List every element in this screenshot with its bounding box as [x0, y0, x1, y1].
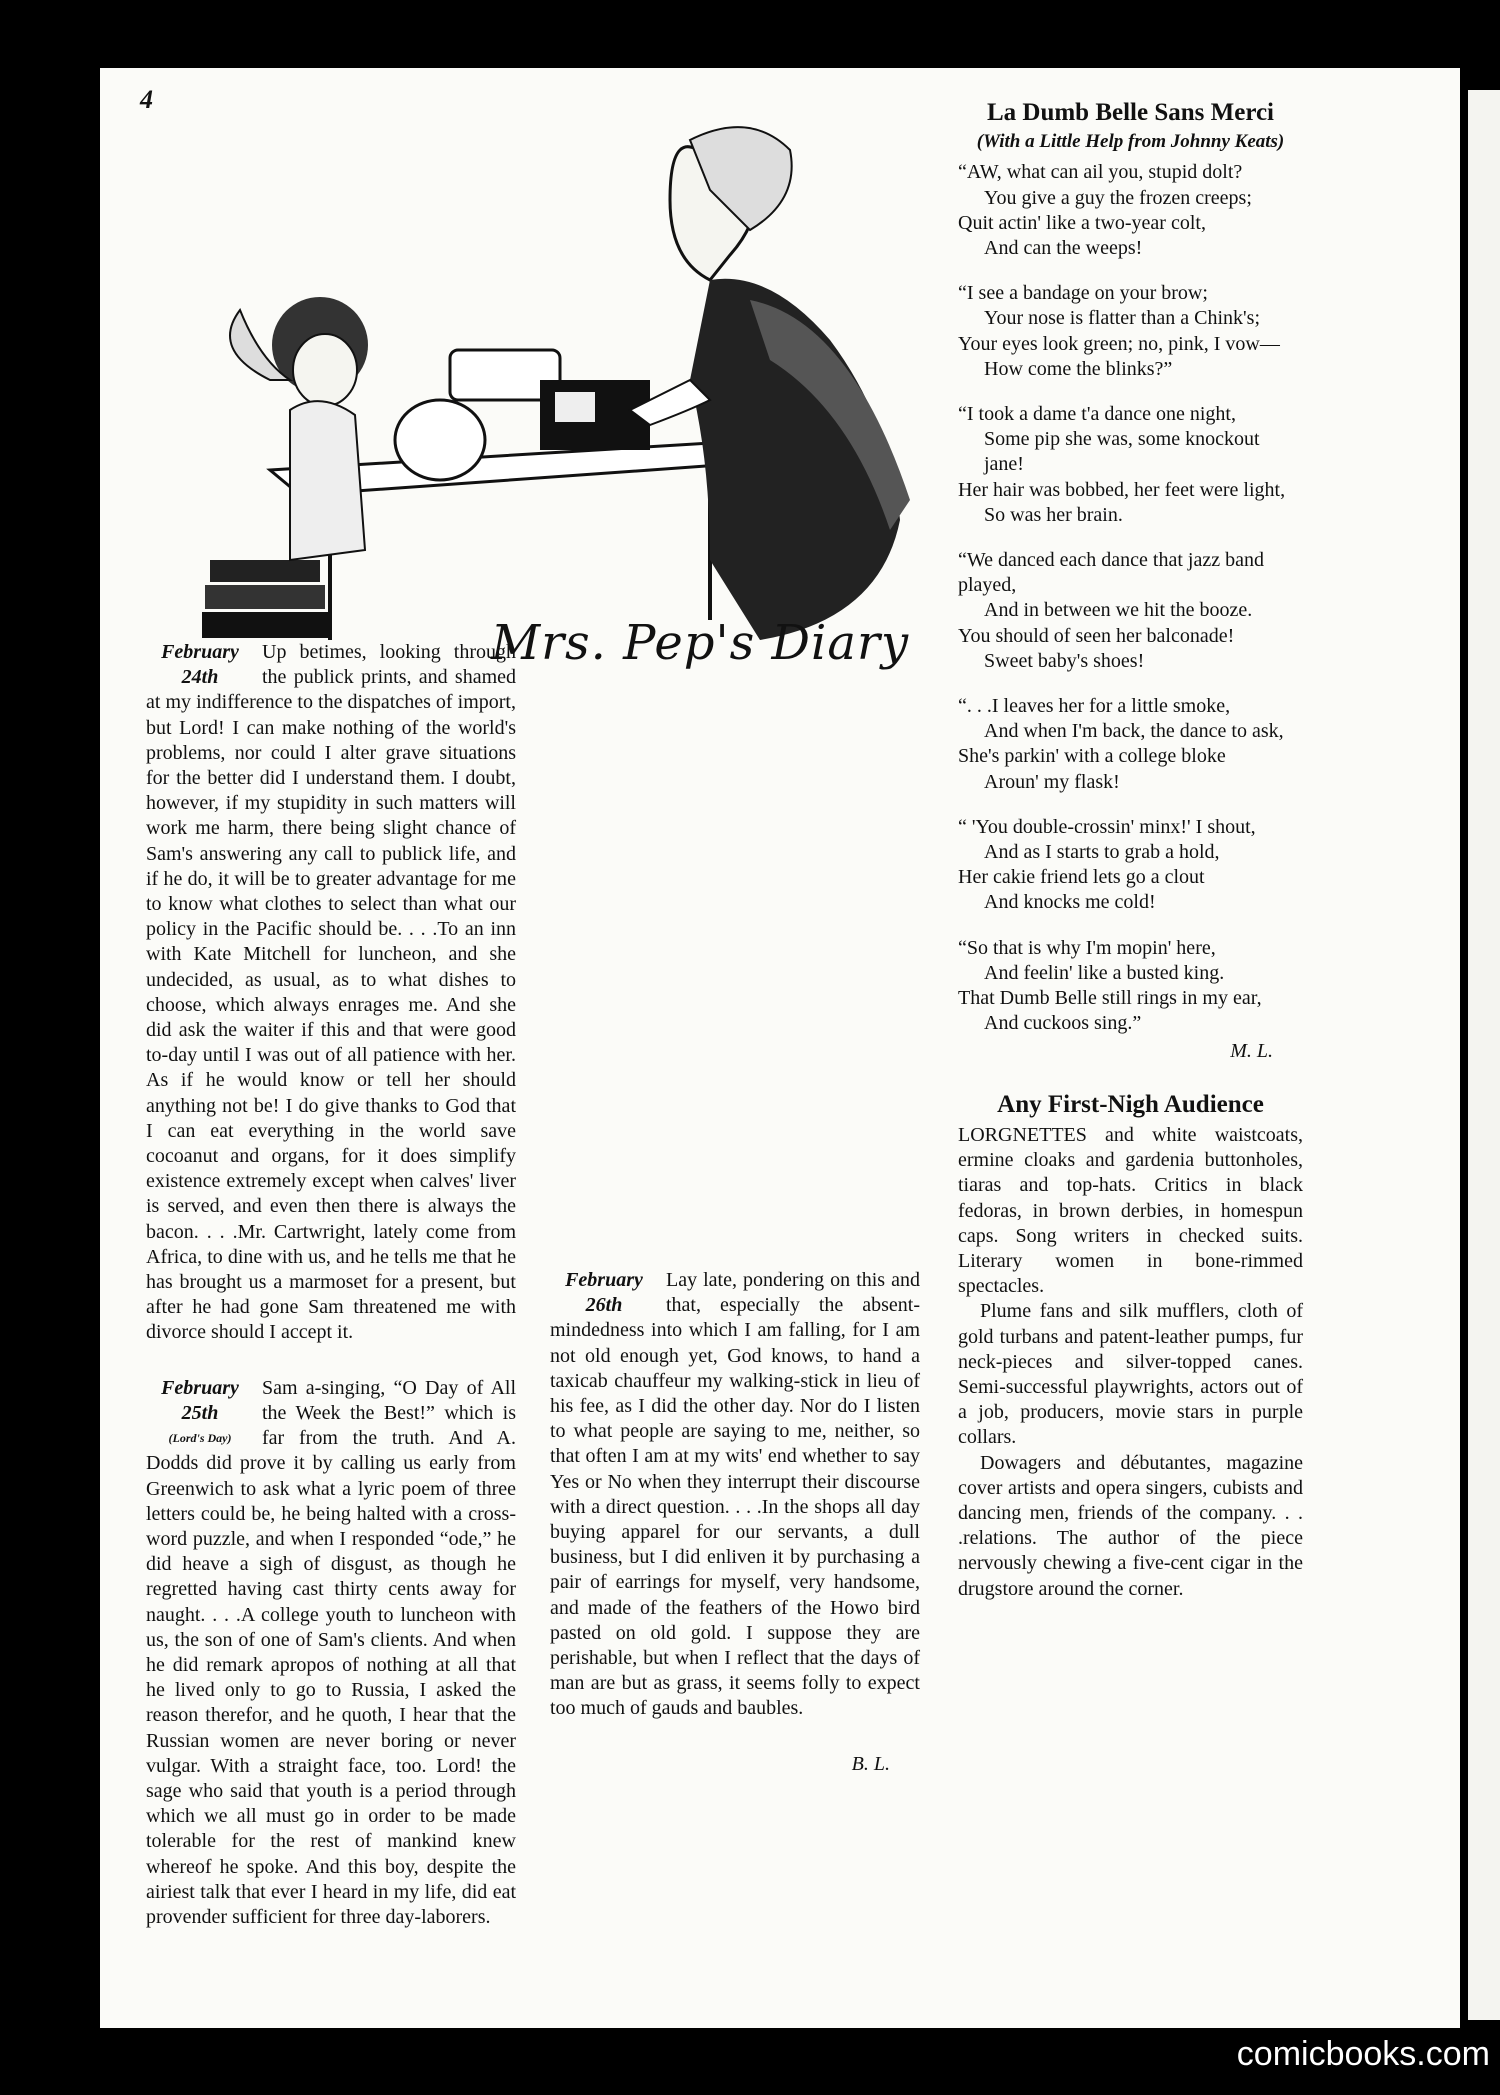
diary-column-2 [550, 640, 920, 1777]
entry-day: 25th [181, 1401, 219, 1424]
poem-line: Quit actin' like a two-year colt, [958, 211, 1206, 234]
poem-stanza [958, 548, 1303, 674]
facing-page-edge [1468, 90, 1500, 2020]
entry-date [550, 1268, 658, 1318]
poem-line: And feelin' like a busted king. [984, 961, 1225, 984]
poem-line: She's parkin' with a college bloke [958, 745, 1226, 768]
entry-date [146, 1376, 254, 1452]
audience-title: Any First-Nigh Audience [997, 1090, 1264, 1118]
poem-signature: M. L. [1230, 1039, 1273, 1062]
entry-date [146, 640, 254, 690]
diary-column-1 [146, 640, 516, 1960]
poem-line: You give a guy the frozen creeps; [984, 186, 1252, 209]
audience-paragraph: Plume fans and silk mufflers, cloth of gold turbans and patent-leather pumps, fur neck-pieces and silver-topped canes. Semi-successful playwrights, actors out of a job, producers, movie stars in purple collars. [958, 1300, 1303, 1449]
poem-line: You should of seen her balconade! [958, 624, 1235, 647]
poem-stanza [958, 694, 1303, 795]
diary-entry-feb-26 [550, 1268, 920, 1722]
poem-stanza [958, 815, 1303, 916]
poem-line: Some pip she was, some knockout jane! [984, 428, 1260, 476]
poem-line: And when I'm back, the dance to ask, [984, 720, 1284, 743]
poem-subtitle: (With a Little Help from Johnny Keats) [976, 131, 1285, 153]
poem-line: So was her brain. [984, 503, 1123, 526]
poem-stanza [958, 402, 1303, 528]
diary-title: Mrs. Pep's Diary [490, 615, 910, 671]
entry-month: February [565, 1269, 643, 1291]
poem-line: And knocks me cold! [984, 891, 1156, 914]
poem-line: And as I starts to grab a hold, [984, 841, 1220, 864]
poem-line: Sweet baby's shoes! [984, 649, 1145, 672]
entry-note: (Lord's Day) [168, 1431, 232, 1446]
entry-text: Lay late, pondering on this and that, especially the absent-mindedness into which I am falling, for I am not old enough yet, God knows, to hand a taxicab chauffeur my walking-stick in lieu of his fee, as I did the other day. Nor do I listen to what people are saying to me, neither, so that often I am at my wits' end whether to say Yes or No when they interrupt their discourse with a direct question. . . .In the shops all day buying apparel for our servants, a dull business, but I did enliven it by purchasing a pair of earrings for myself, very handsome, and made of the feathers of the Howo bird pasted on old gold. I suppose they are perishable, but when I reflect that the days of man are but as grass, it seems folly to expect too much of gauds and baubles. [550, 1269, 920, 1720]
poem-line: “ 'You double-crossin' minx!' I shout, [958, 815, 1256, 838]
diary-entry-feb-24 [146, 640, 516, 1346]
poem-line: “So that is why I'm mopin' here, [958, 936, 1216, 959]
poem-body [958, 160, 1303, 1036]
poem-title: La Dumb Belle Sans Merci [986, 99, 1275, 126]
entry-day: 24th [181, 666, 219, 689]
poem-line: “I see a bandage on your brow; [958, 282, 1208, 305]
poem-line: “AW, what can ail you, stupid dolt? [958, 161, 1243, 184]
entry-month: February [161, 641, 239, 663]
entry-month: February [161, 1376, 239, 1399]
entry-text: Sam a-singing, “O Day of All the Week the Best!” which is far from the truth. And A. Dodds did prove it by calling us early from Greenwich to ask what a lyric poem of three letters could be, he being halted with a cross-word puzzle, and when I responded “ode,” he did heave a sigh of disgust, as though he regretted having cast thirty cents away for naught. . . .A college youth to luncheon with us, the son of one of Sam's clients. And when he did remark apropos of nothing at all that he lived only to go to Russia, I asked the reason therefor, and he quoth, I hear that the Russian women are never boring or never vulgar. With a straight face, too. Lord! the sage who said that youth is a period through which we all must go in order to be made tolerable for the rest of mankind knew whereof he spoke. And this boy, despite the airiest talk that ever I heard in my life, did eat provender sufficient for three day-laborers. [146, 1376, 516, 1928]
poem-line: “We danced each dance that jazz band played, [958, 549, 1264, 597]
poem-line: And can the weeps! [984, 237, 1143, 260]
poem-line: Her cakie friend lets go a clout [958, 866, 1205, 889]
watermark: comicbooks.com [1236, 2035, 1490, 2073]
poem-line: And cuckoos sing.” [984, 1012, 1142, 1035]
entry-day: 26th [585, 1294, 623, 1317]
poem-line: Your nose is flatter than a Chink's; [984, 307, 1260, 330]
entry-text: Up betimes, looking through the publick prints, and shamed at my indifference to the dispatches of import, but Lord! I can make nothing of the world's problems, nor could I alter grave situations for the better did I understand them. I doubt, however, if my stupidity in such matters will work me harm, there being slight chance of Sam's answering any call to publick life, and if he do, it will be to greater advantage for me to know what clothes to select than what our policy in the Pacific should be. . . .To an inn with Kate Mitchell for luncheon, and she undecided, as usual, as to what dishes to choose, which always enrages me. And she did ask the waiter if this and that were good to-day until I was out of all patience with her. As if he would know or tell her should anything not be! I do give thanks to God that I can eat everything in the world save cocoanut and organs, for it does simplify existence extremely except when calves' liver is served, and even then there is always the bacon. . . .Mr. Cartwright, lately come from Africa, to dine with us, and he tells me that he has brought us a marmoset for a present, but after he had gone Sam threatened me with divorce should I accept it. [146, 641, 516, 1344]
audience-paragraph: Dowagers and débutantes, magazine cover artists and opera singers, cubists and dancing men, friends of the company. . . .relations. The author of the piece nervously chewing a five-cent cigar in the drugstore around the corner. [958, 1451, 1303, 1600]
poem-line: And in between we hit the booze. [984, 599, 1253, 622]
poem-stanza [958, 936, 1303, 1037]
poem-line: “I took a dame t'a dance one night, [958, 403, 1236, 426]
poem-stanza [958, 160, 1303, 261]
audience-paragraph: LORGNETTES and white waistcoats, ermine cloaks and gardenia buttonholes, tiaras and top-hats. Critics in black fedoras, in brown derbies, in homespun caps. Song writers in checked suits. Literary women in bone-rimmed spectacles. [958, 1123, 1303, 1298]
poem-line: “. . .I leaves her for a little smoke, [958, 695, 1231, 718]
poem-line: How come the blinks?” [984, 357, 1173, 380]
poem-line: That Dumb Belle still rings in my ear, [958, 987, 1262, 1010]
page-number: 4 [140, 85, 153, 114]
right-column [958, 100, 1303, 1602]
poem-stanza [958, 281, 1303, 382]
poem-line: Aroun' my flask! [984, 770, 1120, 793]
poem-line: Your eyes look green; no, pink, I vow— [958, 332, 1280, 355]
diary-signature: B. L. [851, 1752, 890, 1775]
diary-entry-feb-25 [146, 1376, 516, 1930]
poem-line: Her hair was bobbed, her feet were light, [958, 478, 1286, 501]
